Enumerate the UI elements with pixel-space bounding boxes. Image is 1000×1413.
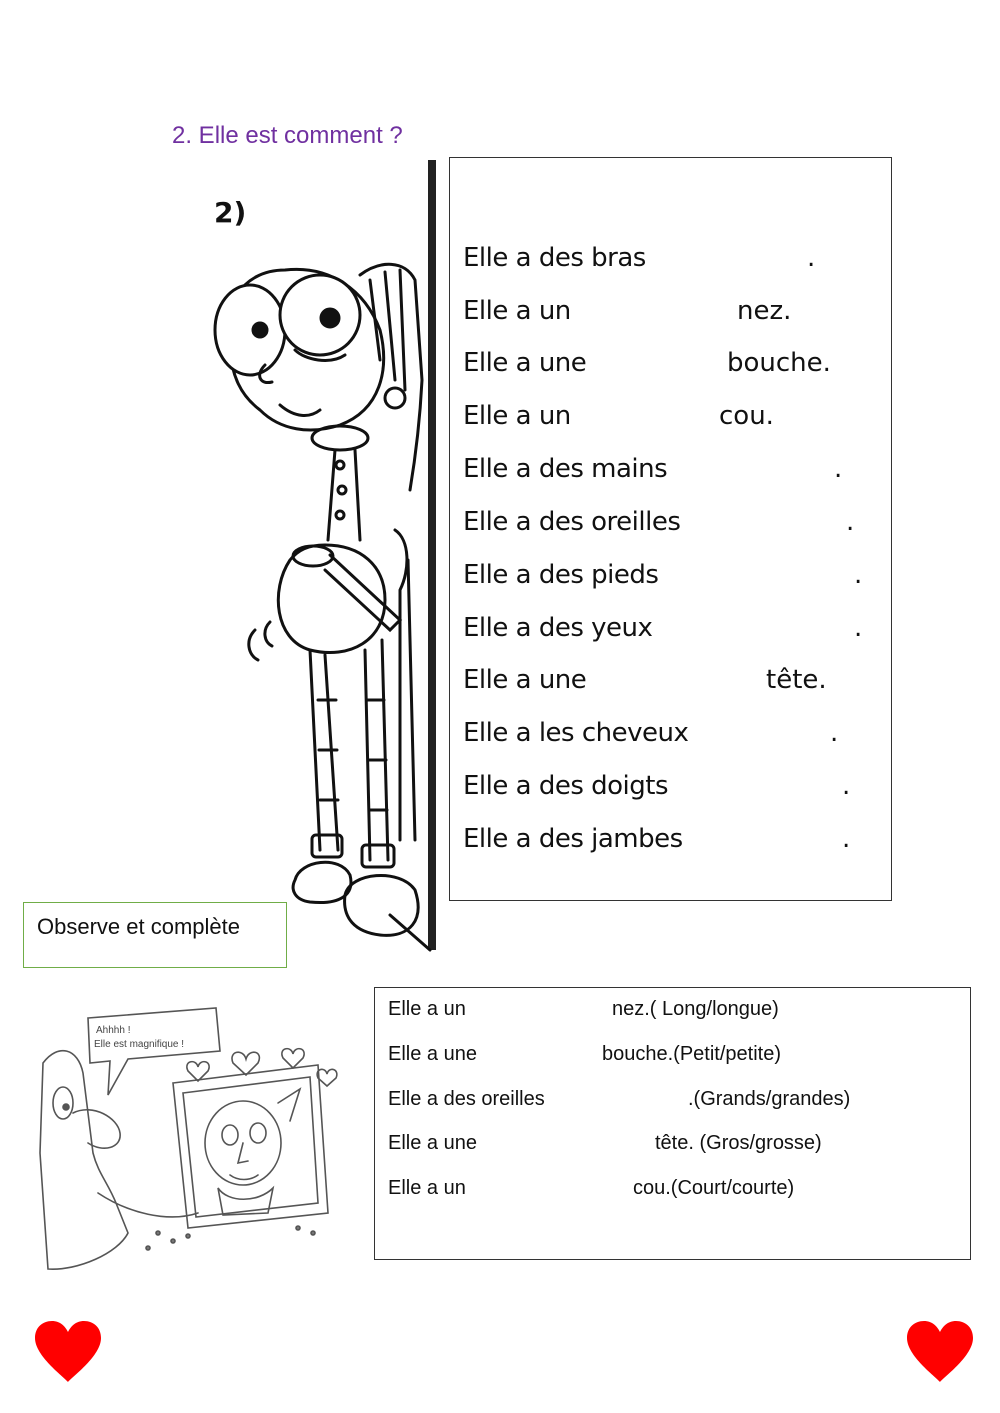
sentence-7: Elle a des pieds [463,560,659,590]
sentence-3: Elle a une [463,348,587,378]
sentence-4-end: cou. [719,401,774,431]
character-illustration [200,160,440,1000]
exercise-line-4-end: tête. (Gros/grosse) [655,1132,822,1154]
sentence-7-end: . [854,560,863,590]
exercise-line-4: Elle a une [388,1132,477,1154]
sentence-9: Elle a une [463,665,587,695]
sentence-3-end: bouche. [727,348,831,378]
exercise-box [374,987,971,1260]
sentence-10: Elle a les cheveux [463,718,689,748]
heart-icon [905,1320,975,1384]
sentence-5: Elle a des mains [463,454,668,484]
exercise-line-5-end: cou.(Court/courte) [633,1177,795,1199]
exercise-line-2: Elle a une [388,1043,477,1065]
exercise-line-3: Elle a des oreilles [388,1088,545,1110]
sentence-6-end: . [846,507,855,537]
sentence-2-end: nez. [737,296,792,326]
section-title: 2. Elle est comment ? [172,122,403,149]
sentence-1-end: . [807,243,816,273]
sentence-4: Elle a un [463,401,571,431]
figure-number-label: 2) [214,196,247,229]
sentence-12: Elle a des jambes [463,824,683,854]
sentence-2: Elle a un [463,296,571,326]
instruction-text: Observe et complète [37,914,240,939]
exercise-line-5: Elle a un [388,1177,466,1199]
speech-bubble-line-1: Ahhhh ! [96,1025,131,1036]
exercise-line-3-end: .(Grands/grandes) [688,1088,851,1110]
heart-icon [33,1320,103,1384]
sentence-6: Elle a des oreilles [463,507,681,537]
comic-illustration [38,1003,348,1275]
instruction-box [23,902,287,968]
speech-bubble-line-2: Elle est magnifique ! [94,1039,185,1050]
sentence-12-end: . [842,824,851,854]
sentence-8: Elle a des yeux [463,613,653,643]
sentence-5-end: . [834,454,843,484]
sentence-8-end: . [854,613,863,643]
exercise-line-1: Elle a un [388,998,466,1020]
sentence-10-end: . [830,718,839,748]
sentence-1: Elle a des bras [463,243,646,273]
exercise-line-1-end: nez.( Long/longue) [612,998,779,1020]
sentence-11-end: . [842,771,851,801]
exercise-line-2-end: bouche.(Petit/petite) [602,1043,781,1065]
sentence-11: Elle a des doigts [463,771,669,801]
sentence-9-end: tête. [766,665,827,695]
sentences-box [449,157,892,901]
